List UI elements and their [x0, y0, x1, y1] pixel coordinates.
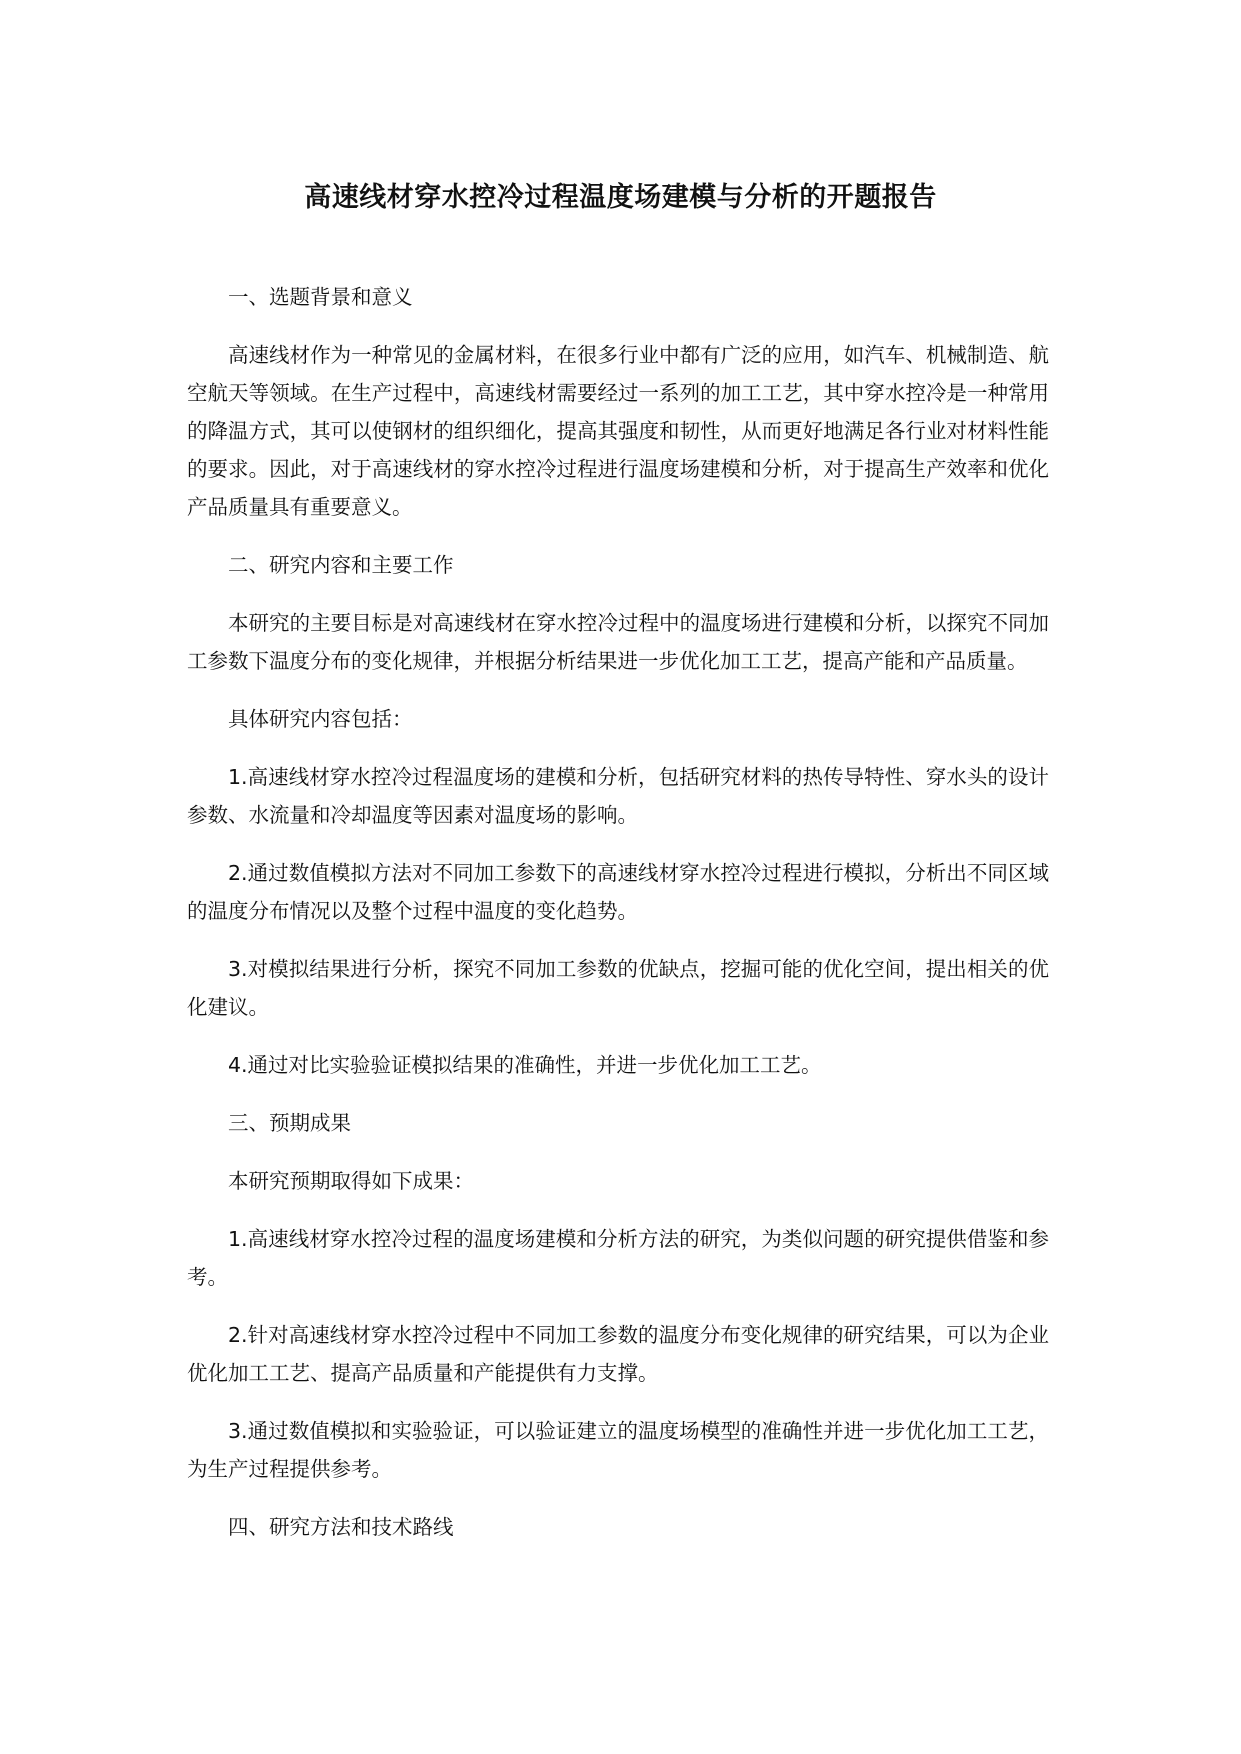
document-title: 高速线材穿水控冷过程温度场建模与分析的开题报告	[304, 182, 937, 213]
list-item-result-3: 3.通过数值模拟和实验验证，可以验证建立的温度场模型的准确性并进一步优化加工工艺，为生产过程提供参考。	[187, 1419, 1049, 1481]
section-heading-expected-results: 三、预期成果	[228, 1111, 351, 1135]
list-item-result-1: 1.高速线材穿水控冷过程的温度场建模和分析方法的研究，为类似问题的研究提供借鉴和参考。	[187, 1227, 1049, 1289]
section-heading-methods: 四、研究方法和技术路线	[228, 1515, 454, 1539]
list-item-content-4: 4.通过对比实验验证模拟结果的准确性，并进一步优化加工工艺。	[228, 1053, 822, 1077]
section-heading-research-content: 二、研究内容和主要工作	[228, 553, 454, 577]
document-body	[187, 278, 1049, 1566]
paragraph-results-intro: 本研究预期取得如下成果：	[228, 1169, 474, 1193]
paragraph-content-intro: 具体研究内容包括：	[228, 707, 413, 731]
list-item-content-3: 3.对模拟结果进行分析，探究不同加工参数的优缺点，挖掘可能的优化空间，提出相关的优化建议。	[187, 957, 1049, 1019]
list-item-content-1: 1.高速线材穿水控冷过程温度场的建模和分析，包括研究材料的热传导特性、穿水头的设计参数、水流量和冷却温度等因素对温度场的影响。	[187, 765, 1049, 827]
paragraph-background: 高速线材作为一种常见的金属材料，在很多行业中都有广泛的应用，如汽车、机械制造、航空航天等领域。在生产过程中，高速线材需要经过一系列的加工工艺，其中穿水控冷是一种常用的降温方式，其可以使钢材的组织细化，提高其强度和韧性，从而更好地满足各行业对材料性能的要求。因此，对于高速线材的穿水控冷过程进行温度场建模和分析，对于提高生产效率和优化产品质量具有重要意义。	[187, 343, 1049, 519]
section-heading-background: 一、选题背景和意义	[228, 285, 413, 309]
paragraph-research-goal: 本研究的主要目标是对高速线材在穿水控冷过程中的温度场进行建模和分析，以探究不同加工参数下温度分布的变化规律，并根据分析结果进一步优化加工工艺，提高产能和产品质量。	[187, 611, 1049, 673]
list-item-result-2: 2.针对高速线材穿水控冷过程中不同加工参数的温度分布变化规律的研究结果，可以为企业优化加工工艺、提高产品质量和产能提供有力支撑。	[187, 1323, 1049, 1385]
list-item-content-2: 2.通过数值模拟方法对不同加工参数下的高速线材穿水控冷过程进行模拟，分析出不同区域的温度分布情况以及整个过程中温度的变化趋势。	[187, 861, 1049, 923]
